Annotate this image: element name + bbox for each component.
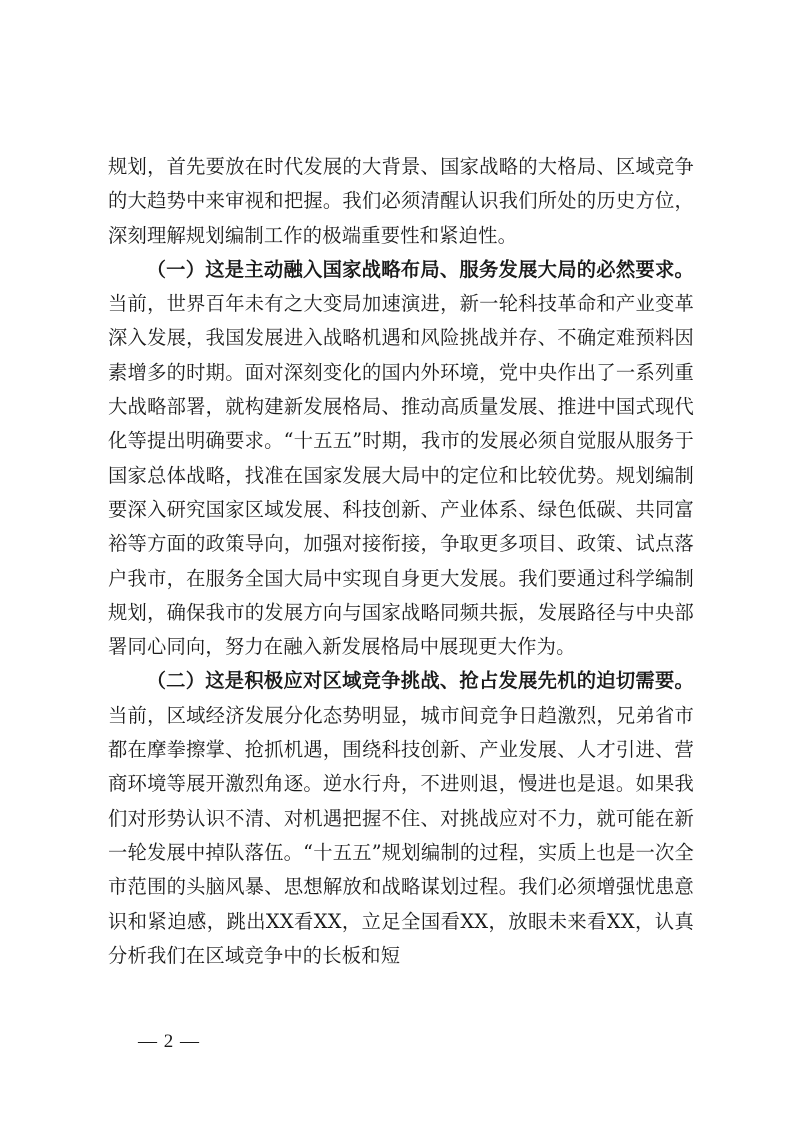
section-heading: （一）这是主动融入国家战略布局、服务发展大局的必然要求。: [146, 257, 694, 281]
page-number: — 2 —: [138, 1031, 200, 1052]
paragraph-text: 当前，世界百年未有之大变局加速演进，新一轮科技革命和产业变革深入发展，我国发展进入战略机遇和风险挑战并存、不确定难预料因素增多的时期。面对深刻变化的国内外环境，党中央作出了一系列重大战略部署，就构建新发展格局、推动高质量发展、推进中国式现代化等提出明确要求。“十五五”时期，我市的发展必须自觉服从服务于国家总体战略，找准在国家发展大局中的定位和比较优势。规划编制要深入研究国家区域发展、科技创新、产业体系、绿色低碳、共同富裕等方面的政策导向，加强对接衔接，争取更多项目、政策、试点落户我市，在服务全国大局中实现自身更大发展。我们要通过科学编制规划，确保我市的发展方向与国家战略同频共振，发展路径与中央部署同心同向，努力在融入新发展格局中展现更大作为。: [108, 292, 694, 659]
section-heading: （二）这是积极应对区域竞争挑战、抢占发展先机的迫切需要。: [146, 669, 694, 693]
paragraph-section-one: [108, 253, 694, 665]
paragraph-intro: [108, 150, 694, 253]
body-text: [108, 150, 694, 973]
paragraph-text: 当前，区域经济发展分化态势明显，城市间竞争日趋激烈，兄弟省市都在摩拳擦掌、抢抓机遇，围绕科技创新、产业发展、人才引进、营商环境等展开激烈角逐。逆水行舟，不进则退，慢进也是退。如果我们对形势认识不清、对机遇把握不住、对挑战应对不力，就可能在新一轮发展中掉队落伍。“十五五”规划编制的过程，实质上也是一次全市范围的头脑风暴、思想解放和战略谋划过程。我们必须增强忧患意识和紧迫感，跳出XX看XX，立足全国看XX，放眼未来看XX，认真分析我们在区域竞争中的长板和短: [108, 703, 694, 967]
paragraph-section-two: [108, 664, 694, 973]
paragraph-text: 规划，首先要放在时代发展的大背景、国家战略的大格局、区域竞争的大趋势中来审视和把握。我们必须清醒认识我们所处的历史方位，深刻理解规划编制工作的极端重要性和紧迫性。: [108, 155, 694, 247]
